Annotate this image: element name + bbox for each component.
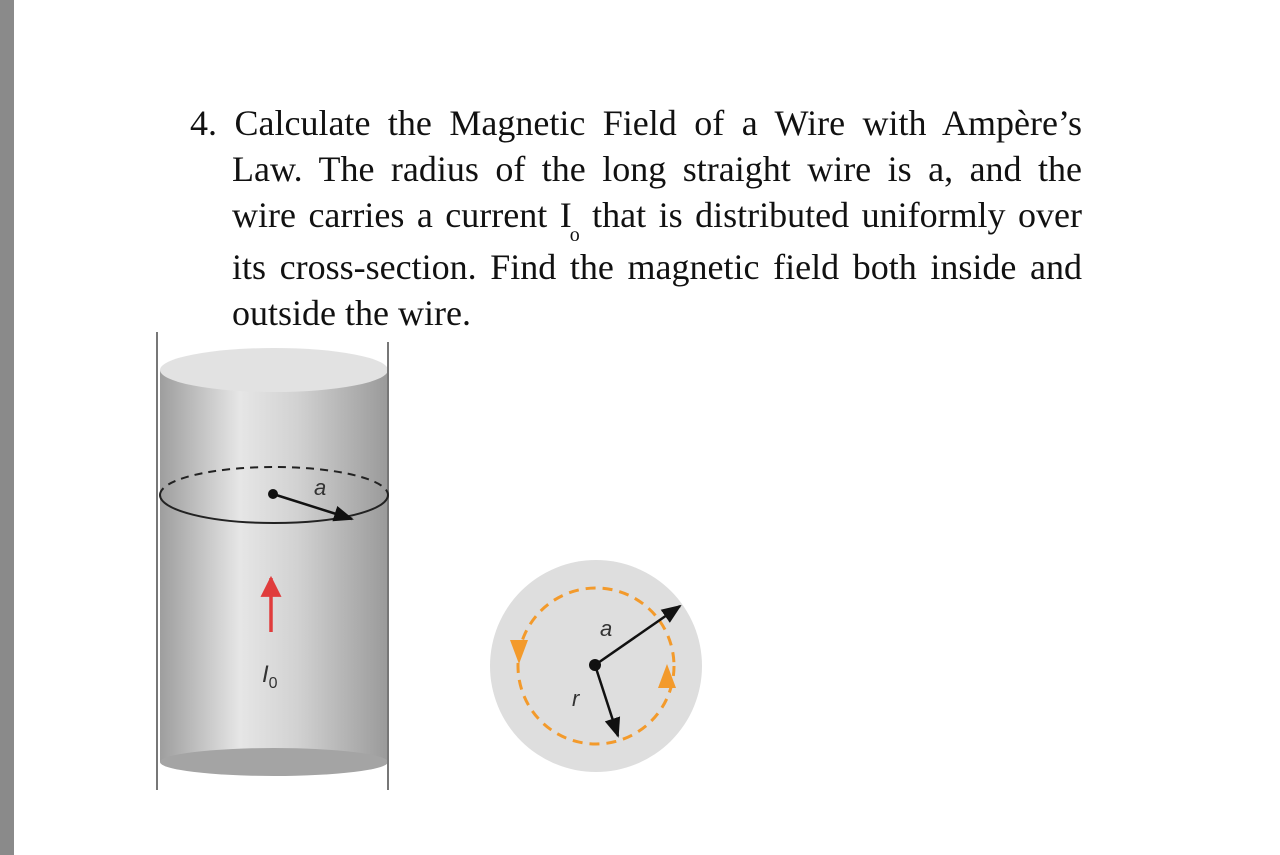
cylinder-top [160,348,388,392]
problem-line-2: Law. The radius of the long straight wire is a, and the [232,149,1082,189]
line-3-before: wire carries a current I [232,195,572,235]
disc-a-label: a [600,616,613,641]
cross-section-disc [490,560,702,772]
wire-radius-label: a [314,475,327,500]
wire-cylinder [157,332,388,790]
problem-line-4: its cross-section. Find the magnetic field both inside and [232,247,1082,287]
problem-line-5: outside the wire. [232,293,471,333]
cylinder-body [160,370,388,762]
current-subscript: o [569,224,580,246]
cylinder-bottom [160,748,388,776]
line-3-after: that is distributed uniformly over [579,195,1083,235]
problem-line-1-text: Calculate the Magnetic Field of a Wire with Ampère’s [234,103,1082,143]
problem-number: 4. [190,103,217,143]
current-label: $I_0$ [262,661,278,692]
disc-r-label: r [572,686,580,711]
